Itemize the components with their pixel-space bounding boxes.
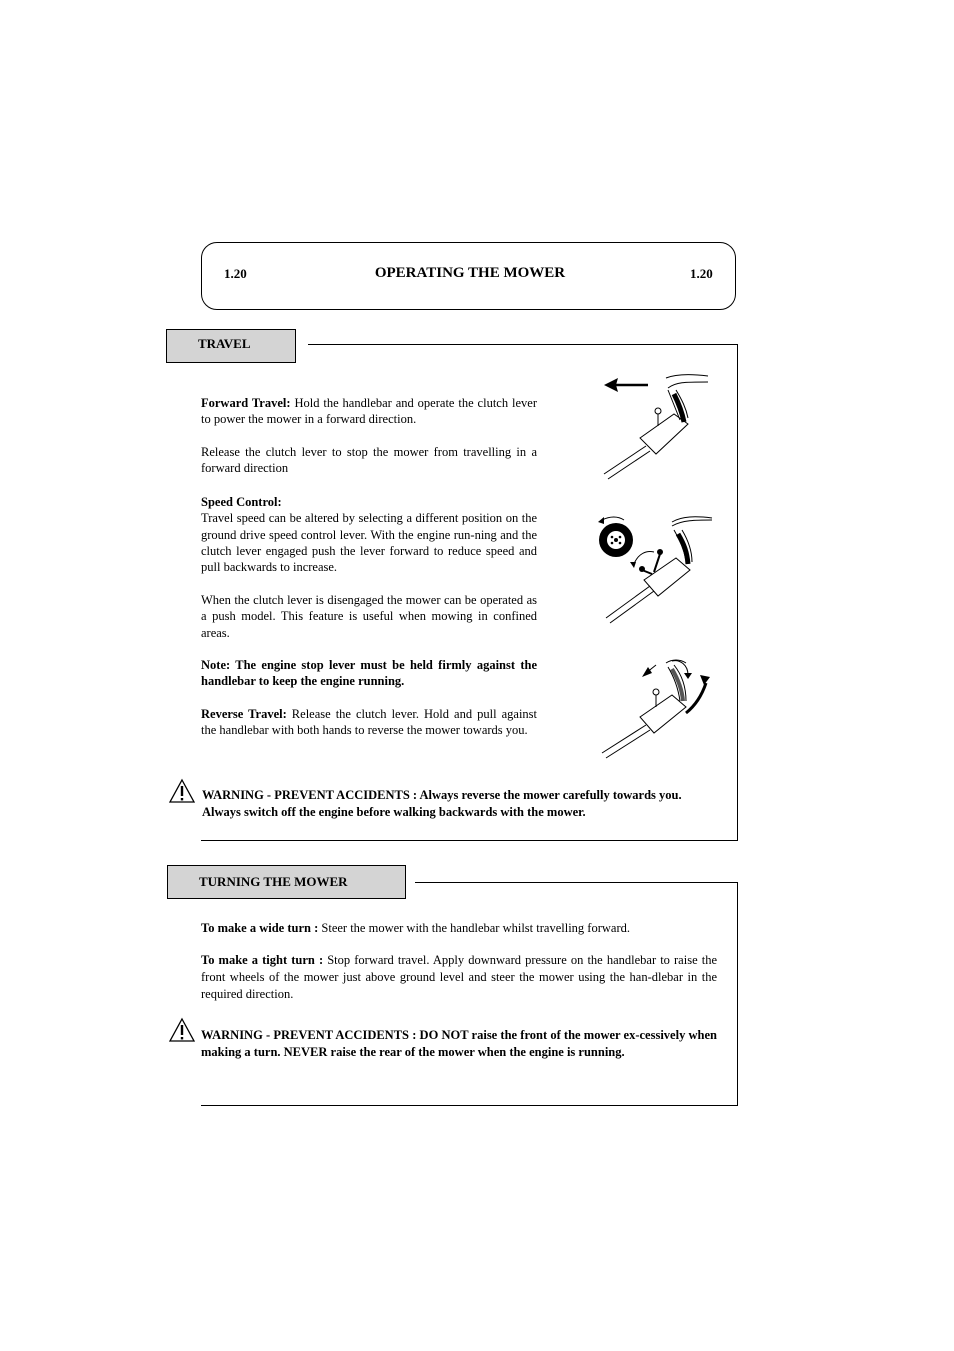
travel-warning: [202, 787, 722, 821]
forward-arrow-icon: [604, 378, 648, 392]
turning-warning: WARNING - PREVENT ACCIDENTS : DO NOT raise the front of the mower ex-cessively when making a turn. NEVER raise the rear of the mower when the engine is running.: [201, 1028, 717, 1059]
reverse-travel-illustration: [596, 655, 720, 763]
travel-warning-text: Always reverse the mower carefully towards you. Always switch off the engine before walking backwards with the mower.: [202, 788, 682, 819]
forward-travel-paragraph: [201, 395, 537, 428]
frame-bottom-line: [201, 840, 738, 841]
wheel-icon: [599, 523, 633, 557]
reverse-travel-heading: Reverse Travel:: [201, 707, 287, 721]
warning-triangle-icon: [168, 778, 196, 804]
push-model-paragraph: When the clutch lever is disengaged the mower can be operated as a push model. This feature is useful when mowing in confined areas.: [201, 593, 537, 640]
reverse-travel-text: Release the clutch lever. Hold and pull against the handlebar with both hands to reverse the mower towards you.: [201, 707, 538, 738]
section-number-right: 1.20: [690, 266, 713, 281]
warning-triangle-icon: [168, 1017, 196, 1043]
speed-control-heading: Speed Control:: [201, 495, 282, 509]
wide-turn-text: Steer the mower with the handlebar whilst travelling forward.: [318, 921, 630, 935]
forward-travel-illustration: [596, 368, 716, 483]
tight-turn-heading: To make a tight turn :: [201, 953, 324, 967]
frame-bottom-line-2: [201, 1105, 738, 1106]
forward-travel-text: Hold the handlebar and operate the clutch lever to power the mower in a forward direction.: [201, 396, 537, 427]
section-label-turning: TURNING THE MOWER: [167, 865, 406, 899]
tight-turn-text: Stop forward travel. Apply downward pressure on the handlebar to raise the front wheels of the mower just above ground level and steer the mower using the han-dlebar in the required direction.: [201, 953, 717, 1001]
wide-turn-heading: To make a wide turn :: [201, 921, 319, 935]
forward-travel-heading: Forward Travel:: [201, 396, 291, 410]
speed-control-text: Travel speed can be altered by selecting a different position on the ground drive speed control lever. With the engine run-ning and the clutch lever engaged push the lever forward to reduce speed and pull backwards to increase.: [201, 511, 537, 575]
speed-control-paragraph: [201, 494, 537, 575]
engine-note-paragraph: Note: The engine stop lever must be held firmly against the handlebar to keep the engine running.: [201, 658, 537, 689]
frame-right-line: [737, 344, 738, 840]
release-paragraph: Release the clutch lever to stop the mower from travelling in a forward direction: [201, 445, 537, 476]
page-title: OPERATING THE MOWER: [374, 265, 566, 281]
tight-turn-paragraph: [201, 952, 717, 1003]
section-label-travel: TRAVEL: [166, 329, 296, 363]
reverse-travel-paragraph: [201, 706, 537, 739]
section-number-left: 1.20: [224, 266, 247, 281]
wide-turn-paragraph: [201, 920, 717, 936]
frame-top-line-2: [415, 882, 737, 883]
travel-warning-prefix: WARNING - PREVENT ACCIDENTS :: [202, 788, 420, 802]
speed-control-illustration: [592, 512, 716, 627]
frame-right-line-2: [737, 882, 738, 1106]
frame-top-line: [308, 344, 737, 345]
rotate-arrow-icon: [598, 517, 624, 524]
